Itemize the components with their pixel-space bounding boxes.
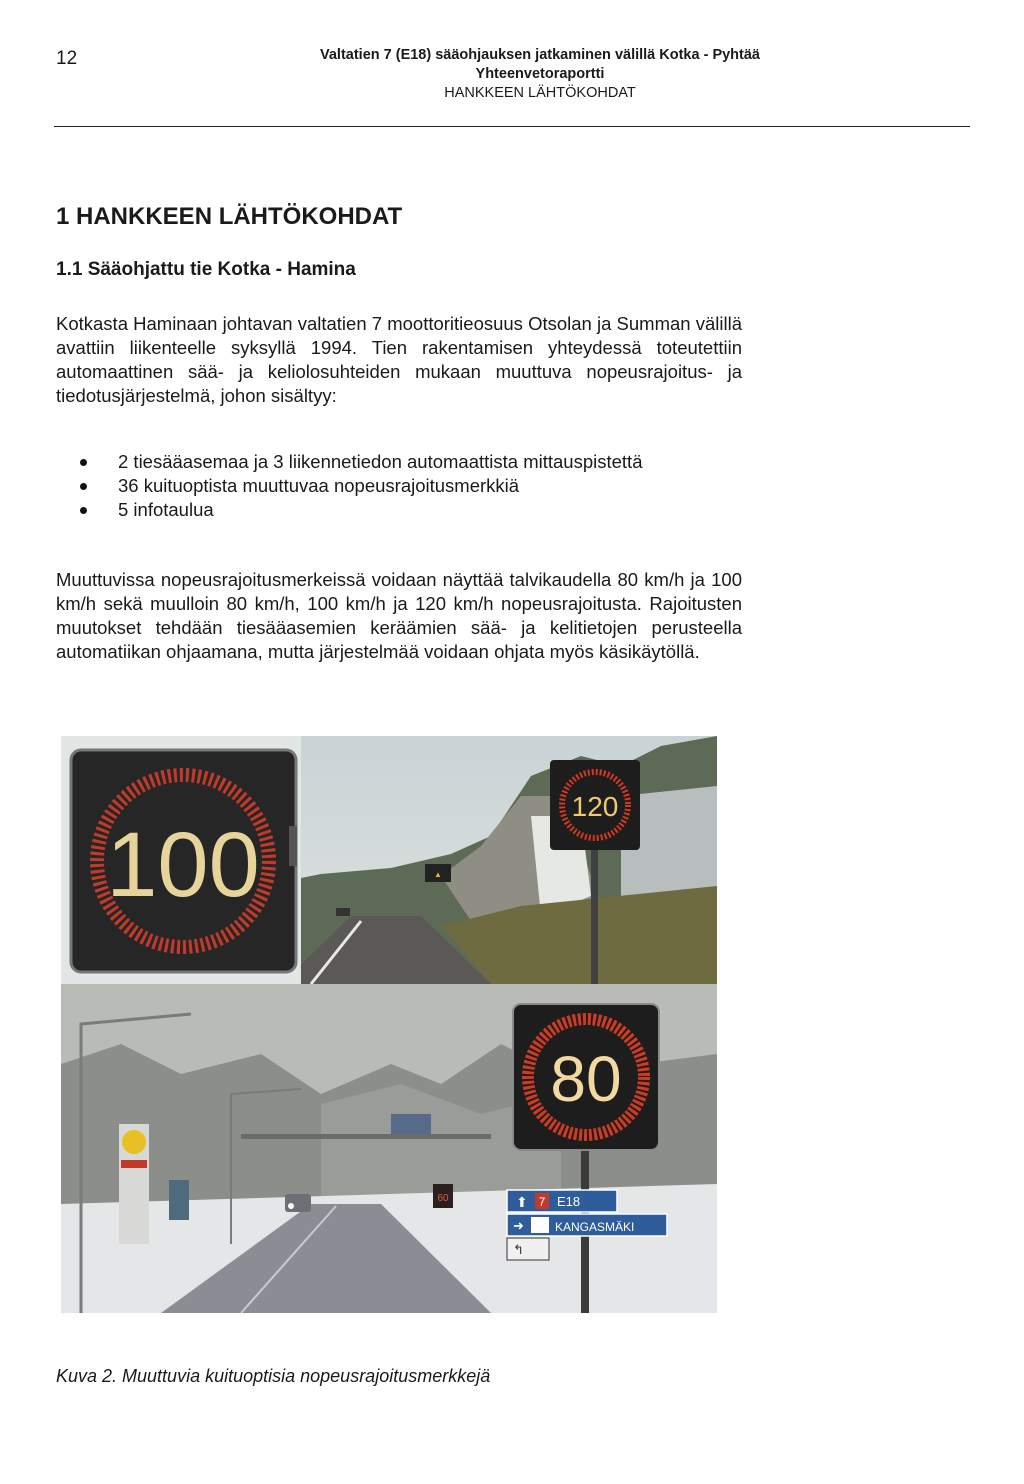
list-item-text: 5 infotaulua [118, 499, 214, 520]
sign-120-value: 120 [571, 791, 619, 822]
page-number: 12 [56, 48, 78, 69]
list-item-text: 2 tiesääasemaa ja 3 liikennetiedon automaattista mittauspistettä [118, 451, 643, 472]
bullet-dot-icon [80, 483, 87, 490]
figure-caption: Kuva 2. Muuttuvia kuituoptisia nopeusrajoitusmerkkejä [56, 1366, 491, 1386]
header-subtitle: Yhteenvetoraportti [475, 66, 605, 82]
list-item-text: 36 kuituoptista muuttuvaa nopeusrajoitusmerkkiä [118, 475, 520, 496]
sign-80-value: 80 [550, 1043, 622, 1115]
svg-text:↰: ↰ [513, 1242, 524, 1257]
paragraph-speed-limits: Muuttuvissa nopeusrajoitusmerkeissä voidaan näyttää talvikaudella 80 km/h ja 100 km/h sekä muulloin 80 km/h, 100 km/h ja 120 km/h nopeusrajoitusta. Rajoitusten muutokset tehdään tiesääasemien keräämien sää- ja kelitietojen perusteella automatiikan ohjaamana, mutta järjestelmää voidaan ohjata myös käsikäytöllä. [56, 569, 742, 662]
svg-text:▲: ▲ [434, 870, 442, 879]
svg-text:⬆: ⬆ [516, 1194, 528, 1210]
paragraph-intro: Kotkasta Haminaan johtavan valtatien 7 moottoritieosuus Otsolan ja Summan välillä avattiin liikenteelle syksyllä 1994. Tien rakentamisen yhteydessä toteutettiin automaattinen sää- ja keliolosuhteiden mukaan muuttuva nopeusrajoitus- ja tiedotusjärjestelmä, johon sisältyy: [56, 313, 742, 406]
bullet-dot-icon [80, 507, 87, 514]
header-chapter: HANKKEEN LÄHTÖKOHDAT [444, 85, 636, 101]
route-code: E18 [557, 1194, 581, 1209]
section-heading: 1 HANKKEEN LÄHTÖKOHDAT [56, 203, 403, 230]
bullet-list [56, 450, 642, 522]
header-title: Valtatien 7 (E18) sääohjauksen jatkaminen välillä Kotka - Pyhtää [319, 47, 760, 63]
header-rule [54, 126, 970, 127]
photo-motorway-signs [61, 736, 717, 984]
bullet-dot-icon [80, 459, 87, 466]
subsection-heading: 1.1 Sääohjattu tie Kotka - Hamina [56, 259, 356, 280]
sign-100-value: 100 [106, 814, 260, 916]
list-item [56, 450, 642, 474]
list-item [56, 474, 642, 498]
list-item [56, 498, 642, 522]
photo-winter-road [61, 984, 717, 1313]
sign-60-value: 60 [437, 1193, 449, 1204]
svg-text:➜: ➜ [513, 1218, 524, 1233]
place-sign-text: KANGASMÄKI [555, 1220, 635, 1234]
road-number: 7 [538, 1195, 546, 1209]
running-header [150, 46, 930, 103]
